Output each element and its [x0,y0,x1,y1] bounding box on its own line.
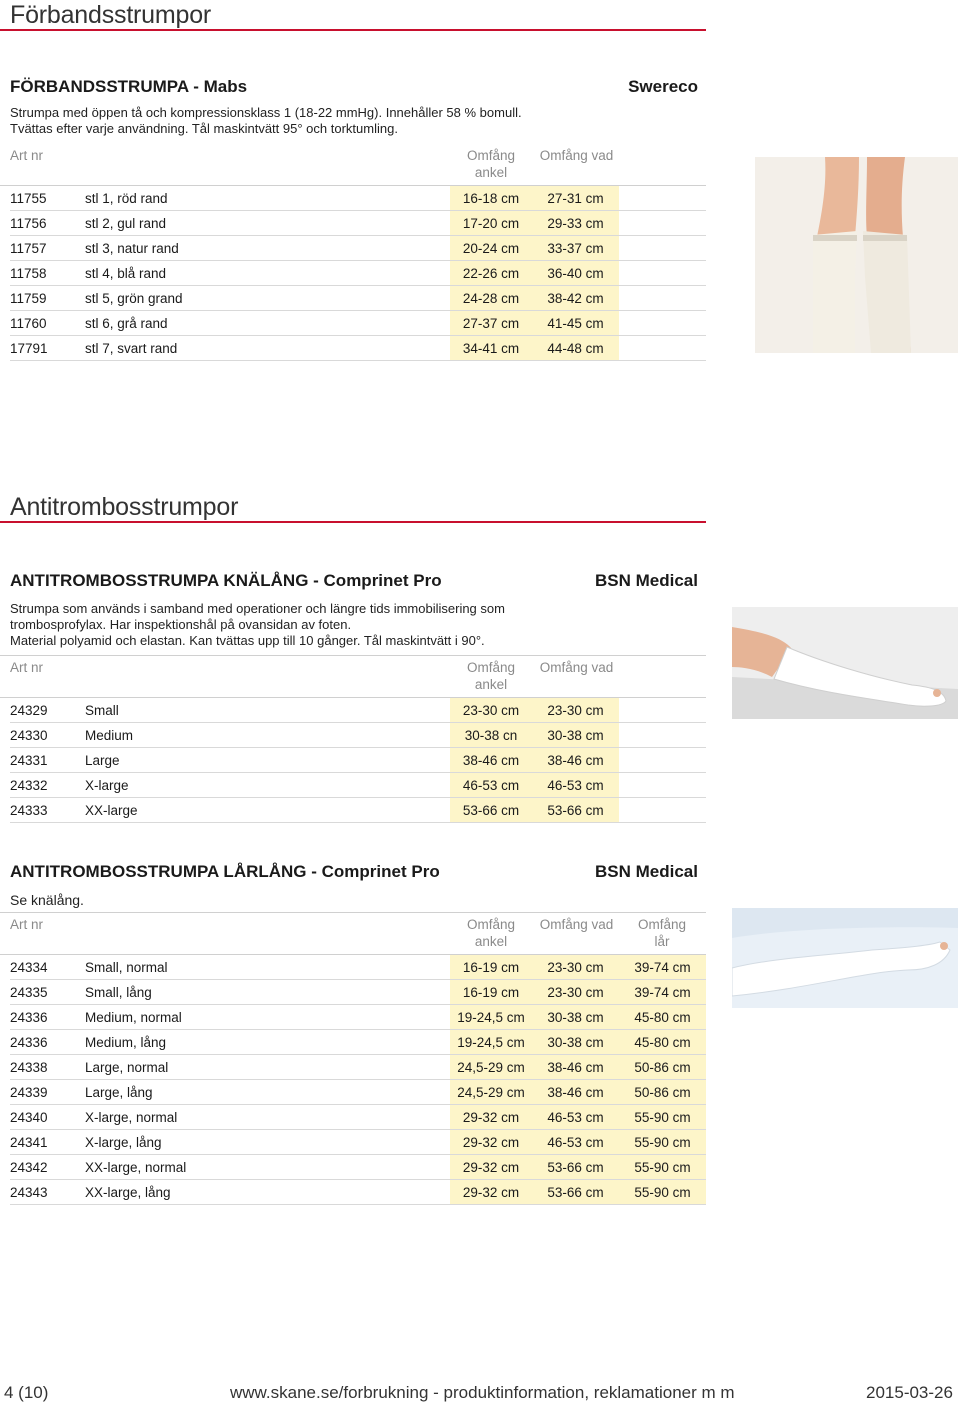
header-ankle [450,147,532,181]
cell-art: 24335 [10,980,85,1005]
cell-thigh: 39-74 cm [619,955,706,980]
cell-calf: 46-53 cm [532,1130,619,1155]
cell-thigh: 45-80 cm [619,1030,706,1055]
table-header-rule [0,912,706,913]
cell-desc: XX-large [85,798,450,823]
cell-thigh [619,748,706,773]
cell-desc: stl 2, gul rand [85,211,450,236]
header-art-nr: Art nr [10,660,44,675]
section-title-forbandsstrumpor: Förbandsstrumpor [10,1,212,29]
cell-art: 11760 [10,311,85,336]
cell-thigh: 55-90 cm [619,1155,706,1180]
cell-thigh [619,236,706,261]
table-row [10,1080,706,1105]
cell-art: 11755 [10,186,85,211]
cell-thigh [619,311,706,336]
description-line: Strumpa som används i samband med operationer och längre tids immobilisering som [10,601,505,616]
product-description [10,601,505,649]
cell-ankle: 34-41 cm [450,336,532,361]
cell-art: 24342 [10,1155,85,1180]
cell-desc: X-large [85,773,450,798]
cell-desc: stl 3, natur rand [85,236,450,261]
cell-desc: Large, normal [85,1055,450,1080]
cell-art: 11759 [10,286,85,311]
cell-thigh [619,773,706,798]
cell-thigh [619,798,706,823]
description-line: Strumpa med öppen tå och kompressionsklass 1 (18-22 mmHg). Innehåller 58 % bomull. [10,105,522,120]
table-row [10,980,706,1005]
cell-thigh: 39-74 cm [619,980,706,1005]
cell-calf: 53-66 cm [532,1180,619,1205]
cell-ankle: 24-28 cm [450,286,532,311]
cell-desc: X-large, lång [85,1130,450,1155]
cell-ankle: 38-46 cm [450,748,532,773]
header-art-nr: Art nr [10,917,44,932]
table-row [10,1105,706,1130]
cell-ankle: 19-24,5 cm [450,1005,532,1030]
cell-desc: Medium, lång [85,1030,450,1055]
product-title: ANTITROMBOSSTRUMPA KNÄLÅNG - Comprinet Pro [10,571,442,590]
cell-ankle: 30-38 cn [450,723,532,748]
cell-art: 24336 [10,1005,85,1030]
table-row [10,1030,706,1055]
header-thigh [620,916,704,950]
cell-calf: 53-66 cm [532,798,619,823]
legs-stocking-illustration [755,157,958,353]
cell-art: 17791 [10,336,85,361]
cell-desc: X-large, normal [85,1105,450,1130]
cell-thigh: 55-90 cm [619,1130,706,1155]
table-row [10,1055,706,1080]
cell-calf: 44-48 cm [532,336,619,361]
cell-art: 11758 [10,261,85,286]
cell-calf: 27-31 cm [532,186,619,211]
page-number: 4 (10) [4,1383,49,1402]
cell-ankle: 29-32 cm [450,1180,532,1205]
table-row [10,748,706,773]
header-ankle-line: Omfång [466,917,516,932]
cell-thigh [619,286,706,311]
cell-desc: stl 1, röd rand [85,186,450,211]
cell-calf: 23-30 cm [532,955,619,980]
cell-ankle: 46-53 cm [450,773,532,798]
cell-ankle: 24,5-29 cm [450,1055,532,1080]
header-calf: Omfång vad [539,148,614,163]
cell-thigh: 45-80 cm [619,1005,706,1030]
product-title: ANTITROMBOSSTRUMPA LÅRLÅNG - Comprinet Pro [10,862,440,881]
header-ankle-line: ankel [474,165,508,180]
cell-calf: 46-53 cm [532,1105,619,1130]
cell-art: 24343 [10,1180,85,1205]
product-description [10,105,522,137]
cell-ankle: 22-26 cm [450,261,532,286]
table-row [10,1005,706,1030]
cell-calf: 41-45 cm [532,311,619,336]
product-title: FÖRBANDSSTRUMPA - Mabs [10,77,248,96]
cell-art: 24334 [10,955,85,980]
cell-ankle: 23-30 cm [450,698,532,723]
cell-calf: 38-46 cm [532,1055,619,1080]
header-art-nr: Art nr [10,148,44,163]
table-row [10,723,706,748]
description-line: Material polyamid och elastan. Kan tvättas upp till 10 gånger. Tål maskintvätt i 90°. [10,633,485,648]
cell-thigh: 55-90 cm [619,1105,706,1130]
header-ankle-line: Omfång [466,660,516,675]
cell-thigh: 55-90 cm [619,1180,706,1205]
cell-calf: 30-38 cm [532,1030,619,1055]
brand-name: Swereco [628,77,698,96]
cell-calf: 29-33 cm [532,211,619,236]
brand-name: BSN Medical [595,862,698,881]
cell-calf: 30-38 cm [532,1005,619,1030]
cell-desc: Medium [85,723,450,748]
cell-thigh [619,261,706,286]
table-row [10,286,706,311]
cell-desc: XX-large, lång [85,1180,450,1205]
footer-url[interactable]: www.skane.se/forbrukning [230,1383,429,1402]
cell-art: 24329 [10,698,85,723]
cell-desc: Small, normal [85,955,450,980]
leg-knee-stocking-illustration [732,607,958,719]
cell-desc: Small [85,698,450,723]
photo-larlang-stocking [732,908,958,1008]
cell-art: 24338 [10,1055,85,1080]
table-row [10,311,706,336]
table-row [10,955,706,980]
product-table-mabs [10,186,706,361]
cell-thigh [619,186,706,211]
cell-thigh: 50-86 cm [619,1055,706,1080]
cell-ankle: 29-32 cm [450,1130,532,1155]
cell-desc: Small, lång [85,980,450,1005]
cell-ankle: 24,5-29 cm [450,1080,532,1105]
table-row [10,698,706,723]
header-thigh-line: Omfång [637,917,687,932]
cell-thigh: 50-86 cm [619,1080,706,1105]
section-title-antitrombosstrumpor: Antitrombosstrumpor [10,493,239,521]
cell-art: 11757 [10,236,85,261]
cell-calf: 46-53 cm [532,773,619,798]
cell-thigh [619,336,706,361]
header-ankle [450,659,532,693]
cell-ankle: 29-32 cm [450,1155,532,1180]
table-row [10,1130,706,1155]
table-row [10,336,706,361]
cell-art: 11756 [10,211,85,236]
cell-ankle: 29-32 cm [450,1105,532,1130]
table-row [10,1155,706,1180]
header-thigh-line: lår [654,934,670,949]
cell-ankle: 16-19 cm [450,955,532,980]
cell-ankle: 27-37 cm [450,311,532,336]
cell-art: 24332 [10,773,85,798]
cell-calf: 30-38 cm [532,723,619,748]
cell-art: 24339 [10,1080,85,1105]
cell-art: 24336 [10,1030,85,1055]
table-row [10,798,706,823]
photo-mabs-stocking [755,157,958,353]
cell-desc: stl 5, grön grand [85,286,450,311]
cell-ankle: 17-20 cm [450,211,532,236]
cell-desc: stl 4, blå rand [85,261,450,286]
cell-desc: stl 6, grå rand [85,311,450,336]
footer-url-text: - produktinformation, reklamationer m m [428,1383,735,1402]
header-ankle-line: ankel [474,677,508,692]
cell-calf: 23-30 cm [532,698,619,723]
header-ankle-line: ankel [474,934,508,949]
leg-thigh-stocking-illustration [732,908,958,1008]
cell-ankle: 16-18 cm [450,186,532,211]
table-row [10,261,706,286]
table-row [10,186,706,211]
cell-ankle: 53-66 cm [450,798,532,823]
table-row [10,211,706,236]
cell-calf: 36-40 cm [532,261,619,286]
cell-calf: 23-30 cm [532,980,619,1005]
cell-desc: Large, lång [85,1080,450,1105]
header-ankle-line: Omfång [466,148,516,163]
section-rule [0,29,706,31]
cell-desc: stl 7, svart rand [85,336,450,361]
cell-thigh [619,723,706,748]
header-ankle [450,916,532,950]
header-calf: Omfång vad [539,660,614,675]
cell-art: 24330 [10,723,85,748]
brand-name: BSN Medical [595,571,698,590]
cell-ankle: 16-19 cm [450,980,532,1005]
cell-calf: 53-66 cm [532,1155,619,1180]
photo-knalang-stocking [732,607,958,719]
cell-thigh [619,698,706,723]
cell-desc: Large [85,748,450,773]
cell-art: 24341 [10,1130,85,1155]
table-row [10,236,706,261]
cell-calf: 38-46 cm [532,748,619,773]
cell-desc: Medium, normal [85,1005,450,1030]
section-rule [0,521,706,523]
cell-calf: 33-37 cm [532,236,619,261]
product-table-knalang [10,698,706,823]
cell-ankle: 20-24 cm [450,236,532,261]
description-line: Tvättas efter varje användning. Tål maskintvätt 95° och torktumling. [10,121,398,136]
cell-art: 24331 [10,748,85,773]
product-description: Se knälång. [10,892,84,908]
footer-link[interactable] [230,1383,735,1403]
product-table-larlang [10,955,706,1205]
cell-thigh [619,211,706,236]
cell-calf: 38-46 cm [532,1080,619,1105]
cell-art: 24340 [10,1105,85,1130]
cell-calf: 38-42 cm [532,286,619,311]
cell-ankle: 19-24,5 cm [450,1030,532,1055]
table-row [10,1180,706,1205]
cell-desc: XX-large, normal [85,1155,450,1180]
table-header-rule [0,655,706,656]
footer-date: 2015-03-26 [866,1383,953,1402]
description-line: trombosprofylax. Har inspektionshål på ovansidan av foten. [10,617,352,632]
header-calf: Omfång vad [539,917,614,932]
table-row [10,773,706,798]
cell-art: 24333 [10,798,85,823]
